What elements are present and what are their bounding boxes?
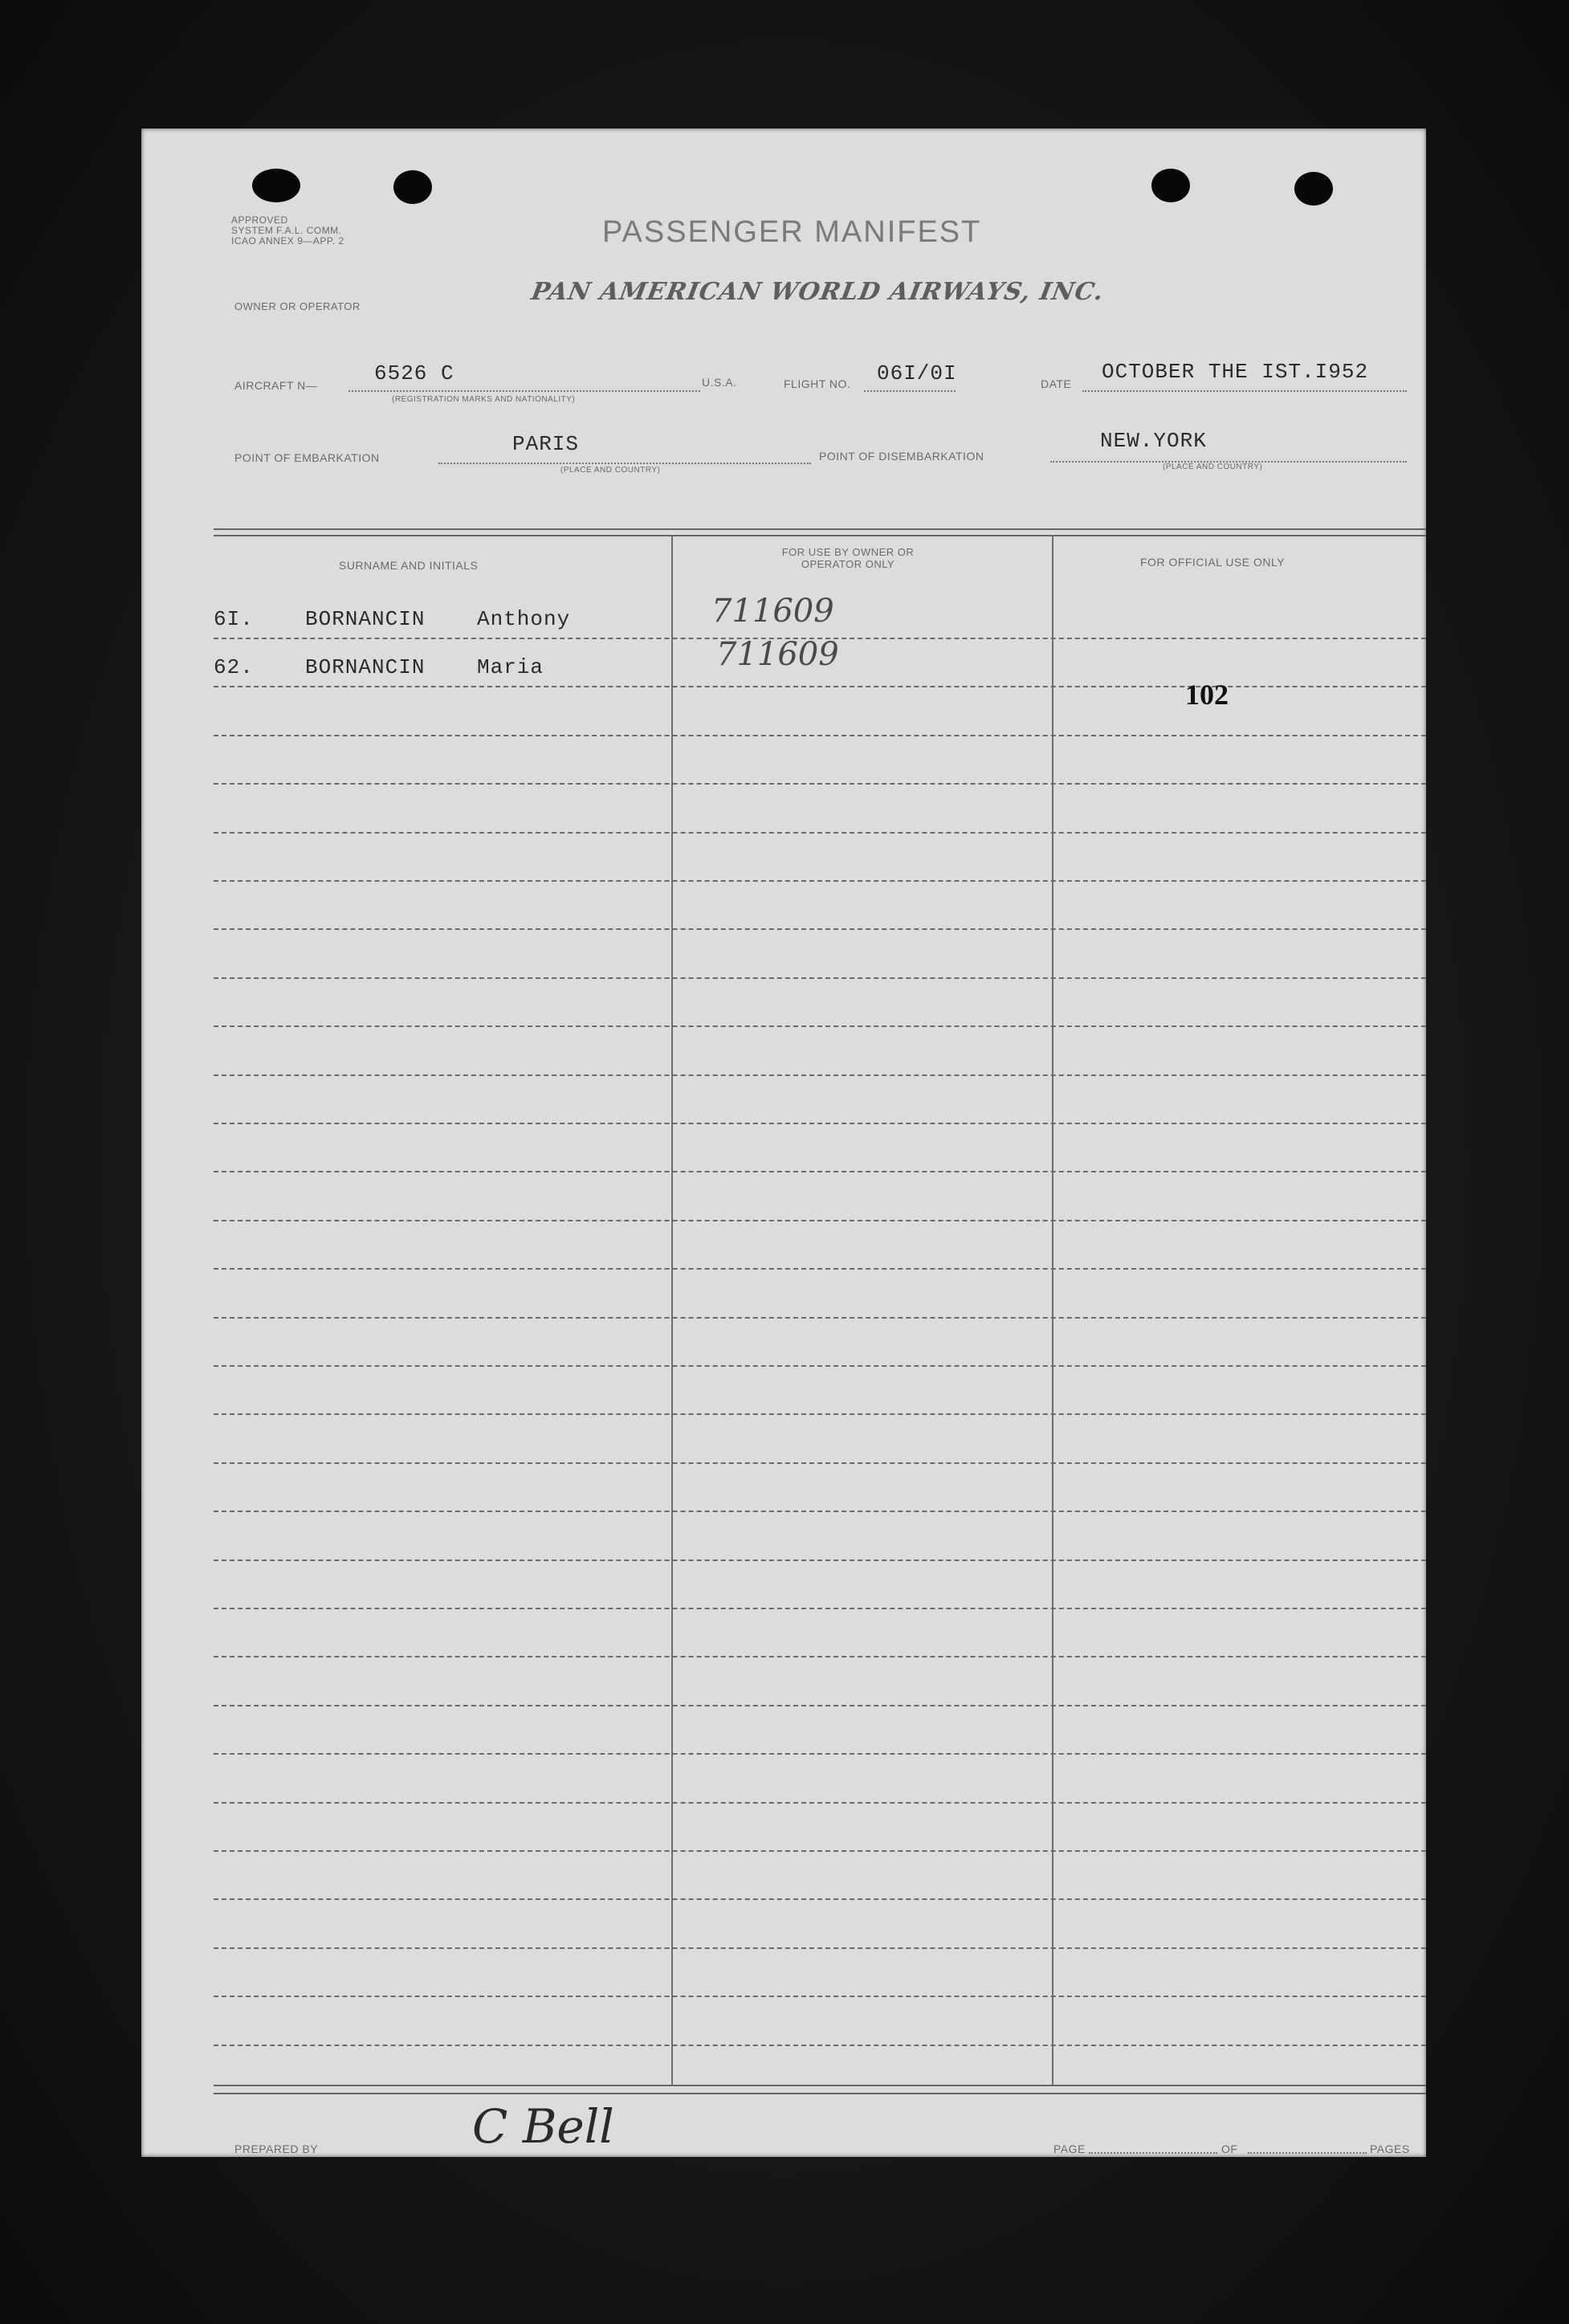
row-rule: [214, 783, 1426, 785]
column-header-official-use: FOR OFFICIAL USE ONLY: [1140, 556, 1286, 569]
row-rule: [214, 1705, 1426, 1706]
row-rule: [214, 735, 1426, 736]
of-label: OF: [1221, 2143, 1238, 2155]
page-title: PASSENGER MANIFEST: [602, 215, 982, 249]
punch-hole: [1151, 169, 1190, 202]
row-rule: [214, 1608, 1426, 1609]
embarkation-sublabel: (PLACE AND COUNTRY): [560, 466, 661, 475]
approval-line: APPROVED: [231, 214, 288, 226]
row-rule: [214, 832, 1426, 834]
column-divider: [1052, 535, 1053, 2085]
embarkation-label: POINT OF EMBARKATION: [234, 451, 380, 464]
row-rule: [214, 977, 1426, 979]
passenger-number: 6I.: [214, 607, 254, 631]
row-rule: [214, 686, 1426, 687]
column-header-owner-use: FOR USE BY OWNER OR OPERATOR ONLY: [781, 546, 915, 570]
aircraft-label: AIRCRAFT N—: [234, 379, 318, 392]
aircraft-underline: [348, 390, 700, 392]
owner-label: OWNER OR OPERATOR: [234, 300, 361, 312]
passenger-given-name: Anthony: [477, 607, 571, 631]
owner-note: 711609: [716, 636, 839, 673]
row-rule: [214, 2045, 1426, 2046]
approval-block: [231, 215, 344, 247]
disembarkation-sublabel: (PLACE AND COUNTRY): [1163, 463, 1263, 471]
disembarkation-label: POINT OF DISEMBARKATION: [819, 450, 984, 463]
row-rule: [214, 880, 1426, 882]
flight-value: 06I/0I: [877, 361, 957, 385]
aircraft-value: 6526 C: [374, 361, 454, 385]
table-bottom-rule: [214, 2093, 1426, 2094]
row-rule: [214, 1898, 1426, 1900]
company-name: PAN AMERICAN WORLD AIRWAYS, INC.: [528, 278, 1106, 306]
row-rule: [214, 1947, 1426, 1949]
aircraft-sublabel: (REGISTRATION MARKS AND NATIONALITY): [392, 395, 576, 404]
approval-line: SYSTEM F.A.L. COMM.: [231, 225, 342, 236]
passenger-surname: BORNANCIN: [305, 607, 426, 631]
punch-hole: [1294, 172, 1333, 206]
column-header-surname: SURNAME AND INITIALS: [339, 559, 479, 572]
passenger-number: 62.: [214, 655, 254, 679]
row-rule: [214, 1171, 1426, 1172]
row-rule: [214, 1025, 1426, 1027]
embarkation-value: PARIS: [512, 432, 580, 456]
signature: C Bell: [472, 2099, 614, 2154]
owner-note: 711609: [711, 593, 834, 630]
row-rule: [214, 928, 1426, 930]
table-top-rule: [214, 528, 1426, 530]
flight-underline: [864, 390, 956, 392]
date-underline: [1082, 390, 1407, 392]
row-rule: [214, 1413, 1426, 1415]
punch-hole: [393, 170, 432, 204]
punch-hole: [252, 169, 300, 202]
date-value: OCTOBER THE IST.I952: [1102, 360, 1369, 384]
page-label: PAGE: [1053, 2143, 1086, 2155]
passenger-surname: BORNANCIN: [305, 655, 426, 679]
footer-underline: [1089, 2152, 1217, 2154]
table-bottom-rule: [214, 2085, 1426, 2086]
row-rule: [214, 1753, 1426, 1755]
approval-line: ICAO ANNEX 9—APP. 2: [231, 235, 344, 247]
date-label: DATE: [1041, 377, 1072, 390]
row-rule: [214, 1123, 1426, 1124]
row-rule: [214, 1850, 1426, 1852]
table-top-rule: [214, 535, 1426, 536]
row-rule: [214, 1511, 1426, 1512]
row-rule: [214, 1656, 1426, 1657]
country-label: U.S.A.: [702, 376, 737, 389]
embarkation-underline: [438, 463, 811, 464]
passenger-given-name: Maria: [477, 655, 544, 679]
row-rule: [214, 1996, 1426, 1997]
row-rule: [214, 1074, 1426, 1076]
row-rule: [214, 1365, 1426, 1367]
row-rule: [214, 1220, 1426, 1221]
prepared-by-label: PREPARED BY: [234, 2143, 319, 2155]
flight-label: FLIGHT NO.: [784, 377, 851, 390]
column-divider: [671, 535, 673, 2085]
disembarkation-value: NEW.YORK: [1100, 429, 1207, 453]
row-rule: [214, 1317, 1426, 1319]
row-rule: [214, 1802, 1426, 1804]
manifest-sheet: [141, 128, 1426, 2157]
row-rule: [214, 1268, 1426, 1270]
official-stamp-number: 102: [1185, 679, 1229, 711]
footer-underline: [1248, 2152, 1367, 2154]
row-rule: [214, 1462, 1426, 1464]
row-rule: [214, 1560, 1426, 1561]
pages-label: PAGES: [1370, 2143, 1410, 2155]
